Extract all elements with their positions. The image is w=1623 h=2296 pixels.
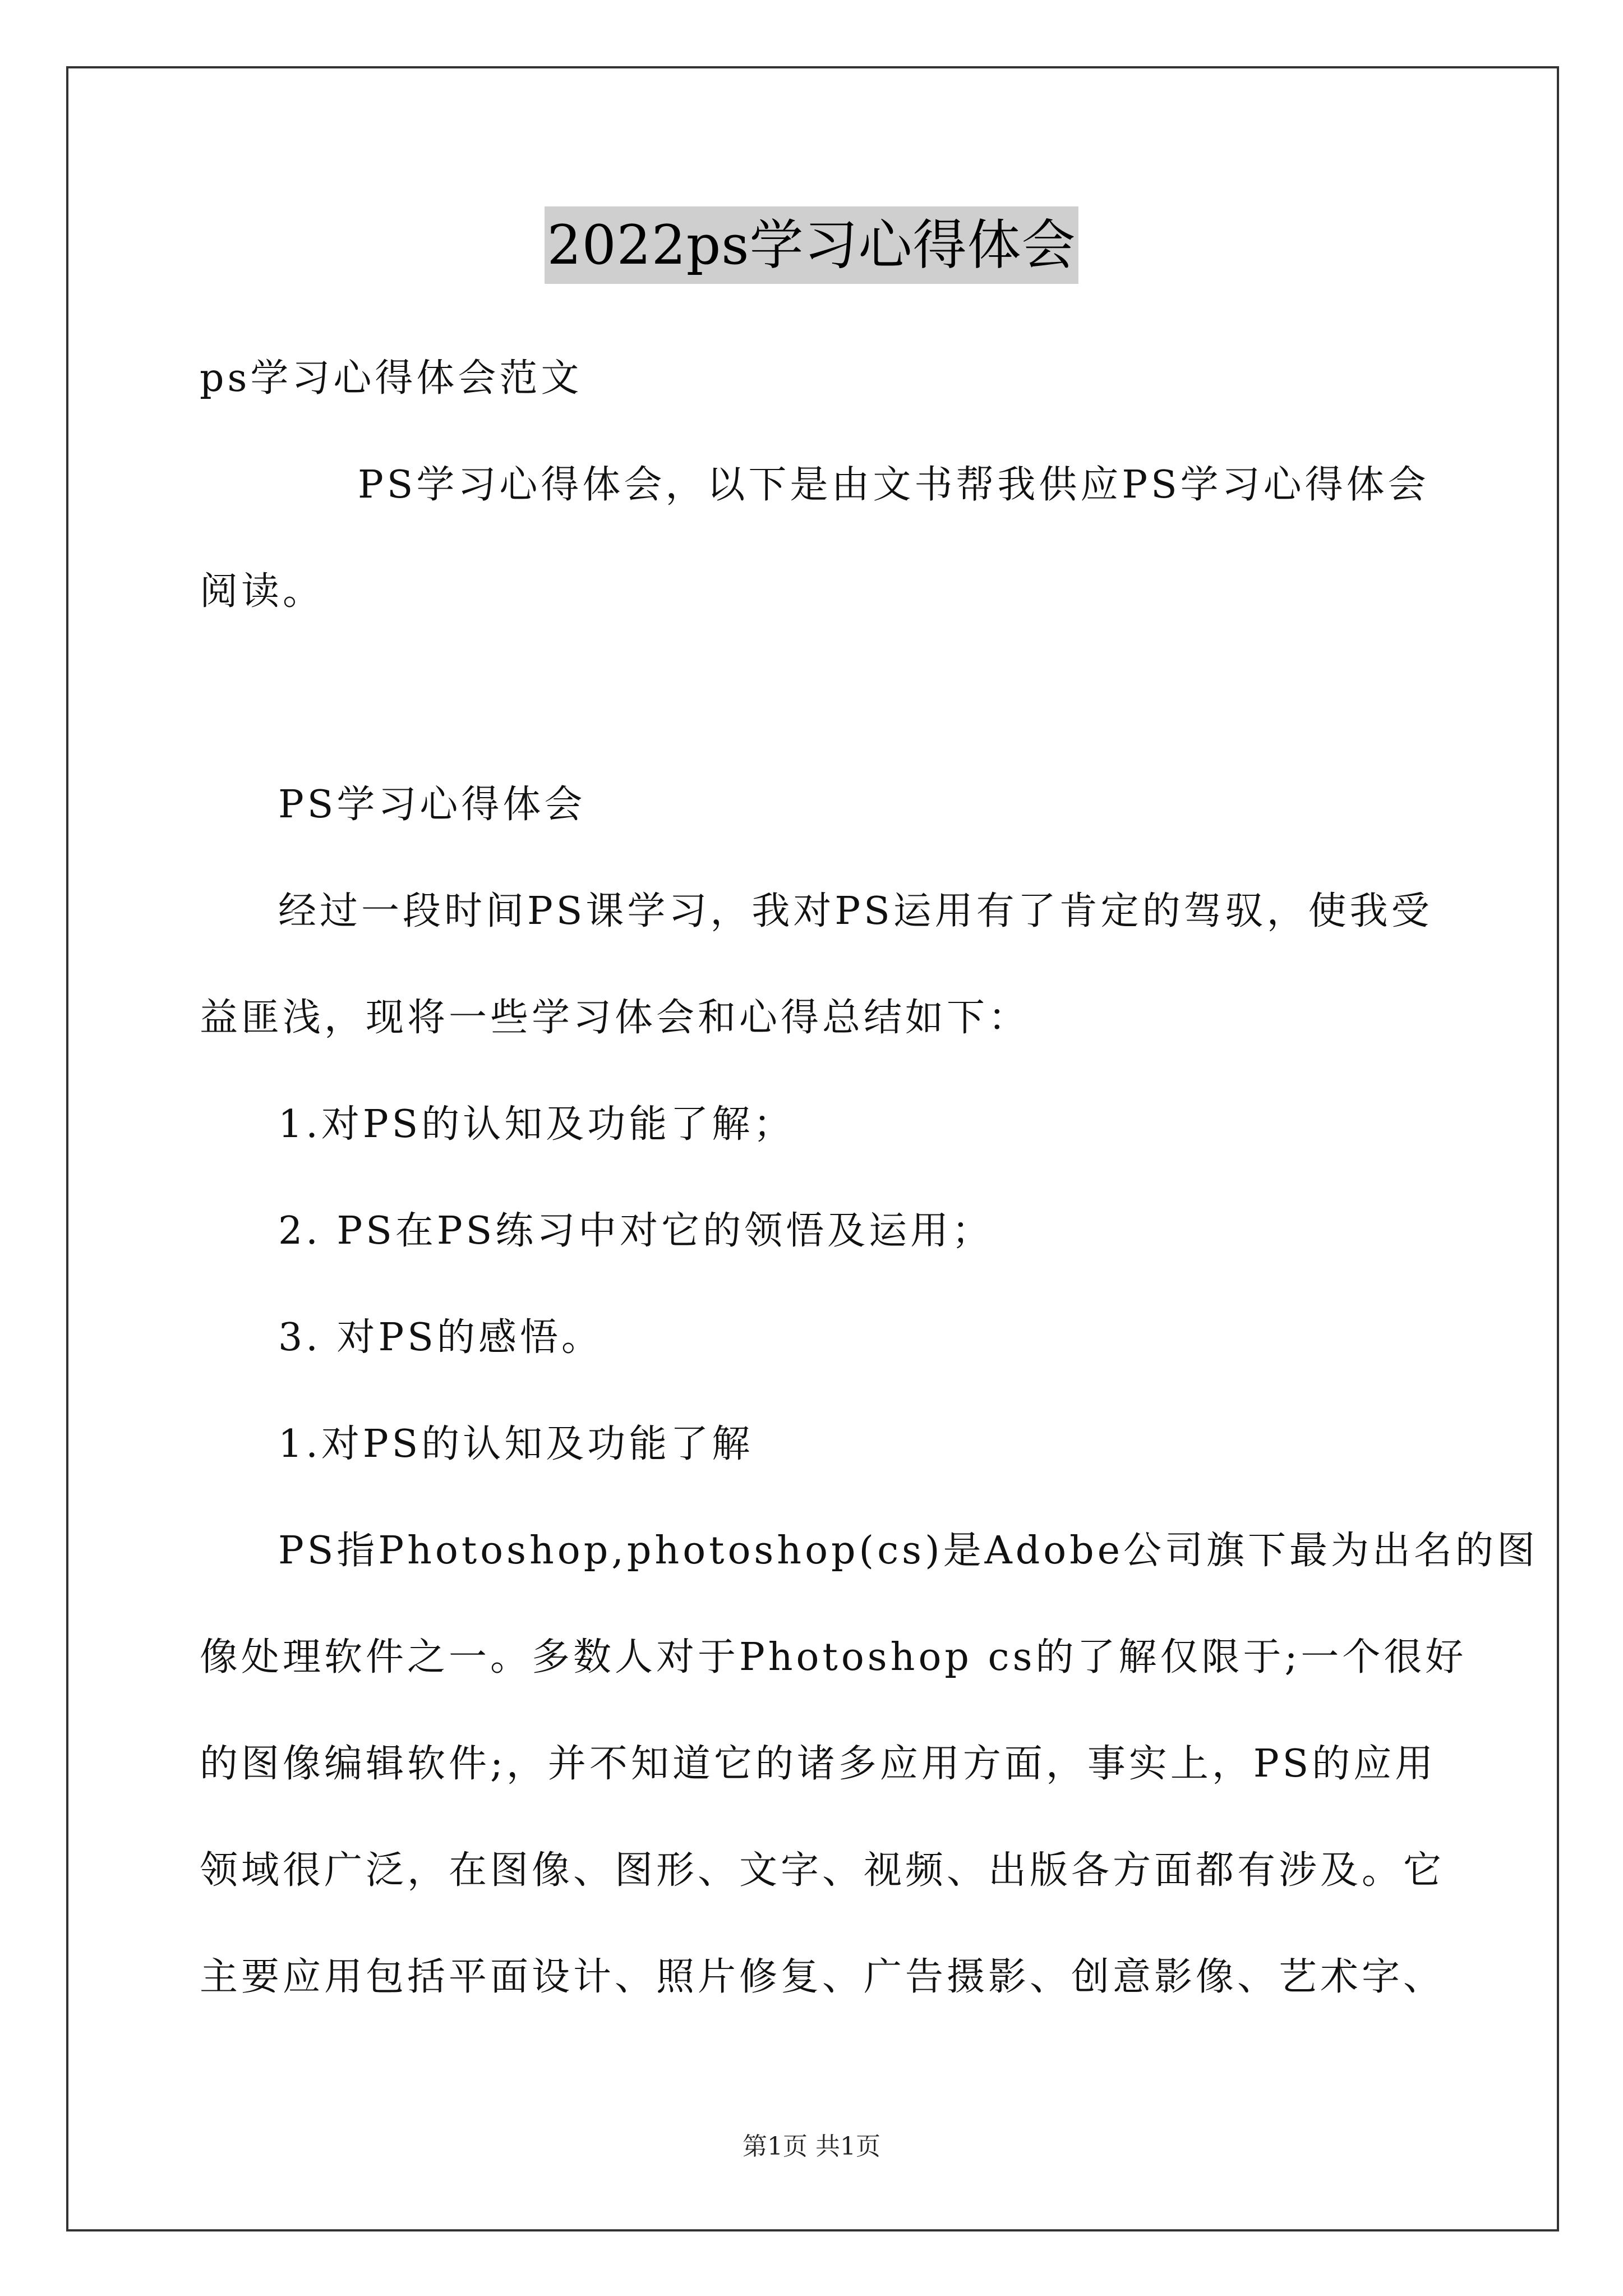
paragraph-ps-line-5: 主要应用包括平面设计、照片修复、广告摄影、创意影像、艺术字、 [200,1955,1445,1999]
page-footer: 第1页 共1页 [743,2132,880,2161]
paragraph-ps-line-3: 的图像编辑软件;，并不知道它的诸多应用方面，事实上，PS的应用 [200,1742,1437,1786]
paragraph-ps-line-1: PS指Photoshop,photoshop(cs)是Adobe公司旗下最为出名的图 [278,1529,1538,1573]
list-item-1: 1.对PS的认知及功能了解； [278,1102,795,1147]
subsection-heading: 1.对PS的认知及功能了解 [278,1422,754,1466]
title-container [0,206,1623,284]
list-item-3: 3. 对PS的感悟。 [278,1315,603,1360]
list-item-2: 2. PS在PS练习中对它的领悟及运用； [278,1209,994,1253]
section-heading: PS学习心得体会 [278,783,586,827]
paragraph-ps-line-2: 像处理软件之一。多数人对于Photoshop cs的了解仅限于;一个很好 [200,1635,1467,1680]
blank-line [200,645,1427,752]
paragraph-body-line-1: 经过一段时间PS课学习，我对PS运用有了肯定的驾驭，使我受 [278,889,1433,933]
document-title: 2022ps学习心得体会 [545,206,1078,284]
paragraph-intro-line-2: 阅读。 [200,569,325,614]
document-body [200,325,1538,2031]
paragraph-intro-line-1: PS学习心得体会，以下是由文书帮我供应PS学习心得体会 [358,463,1430,507]
paragraph-body-line-2: 益匪浅，现将一些学习体会和心得总结如下： [200,996,1030,1040]
paragraph-subtitle: ps学习心得体会范文 [200,356,583,401]
paragraph-ps-line-4: 领域很广泛，在图像、图形、文字、视频、出版各方面都有涉及。它 [200,1848,1445,1893]
